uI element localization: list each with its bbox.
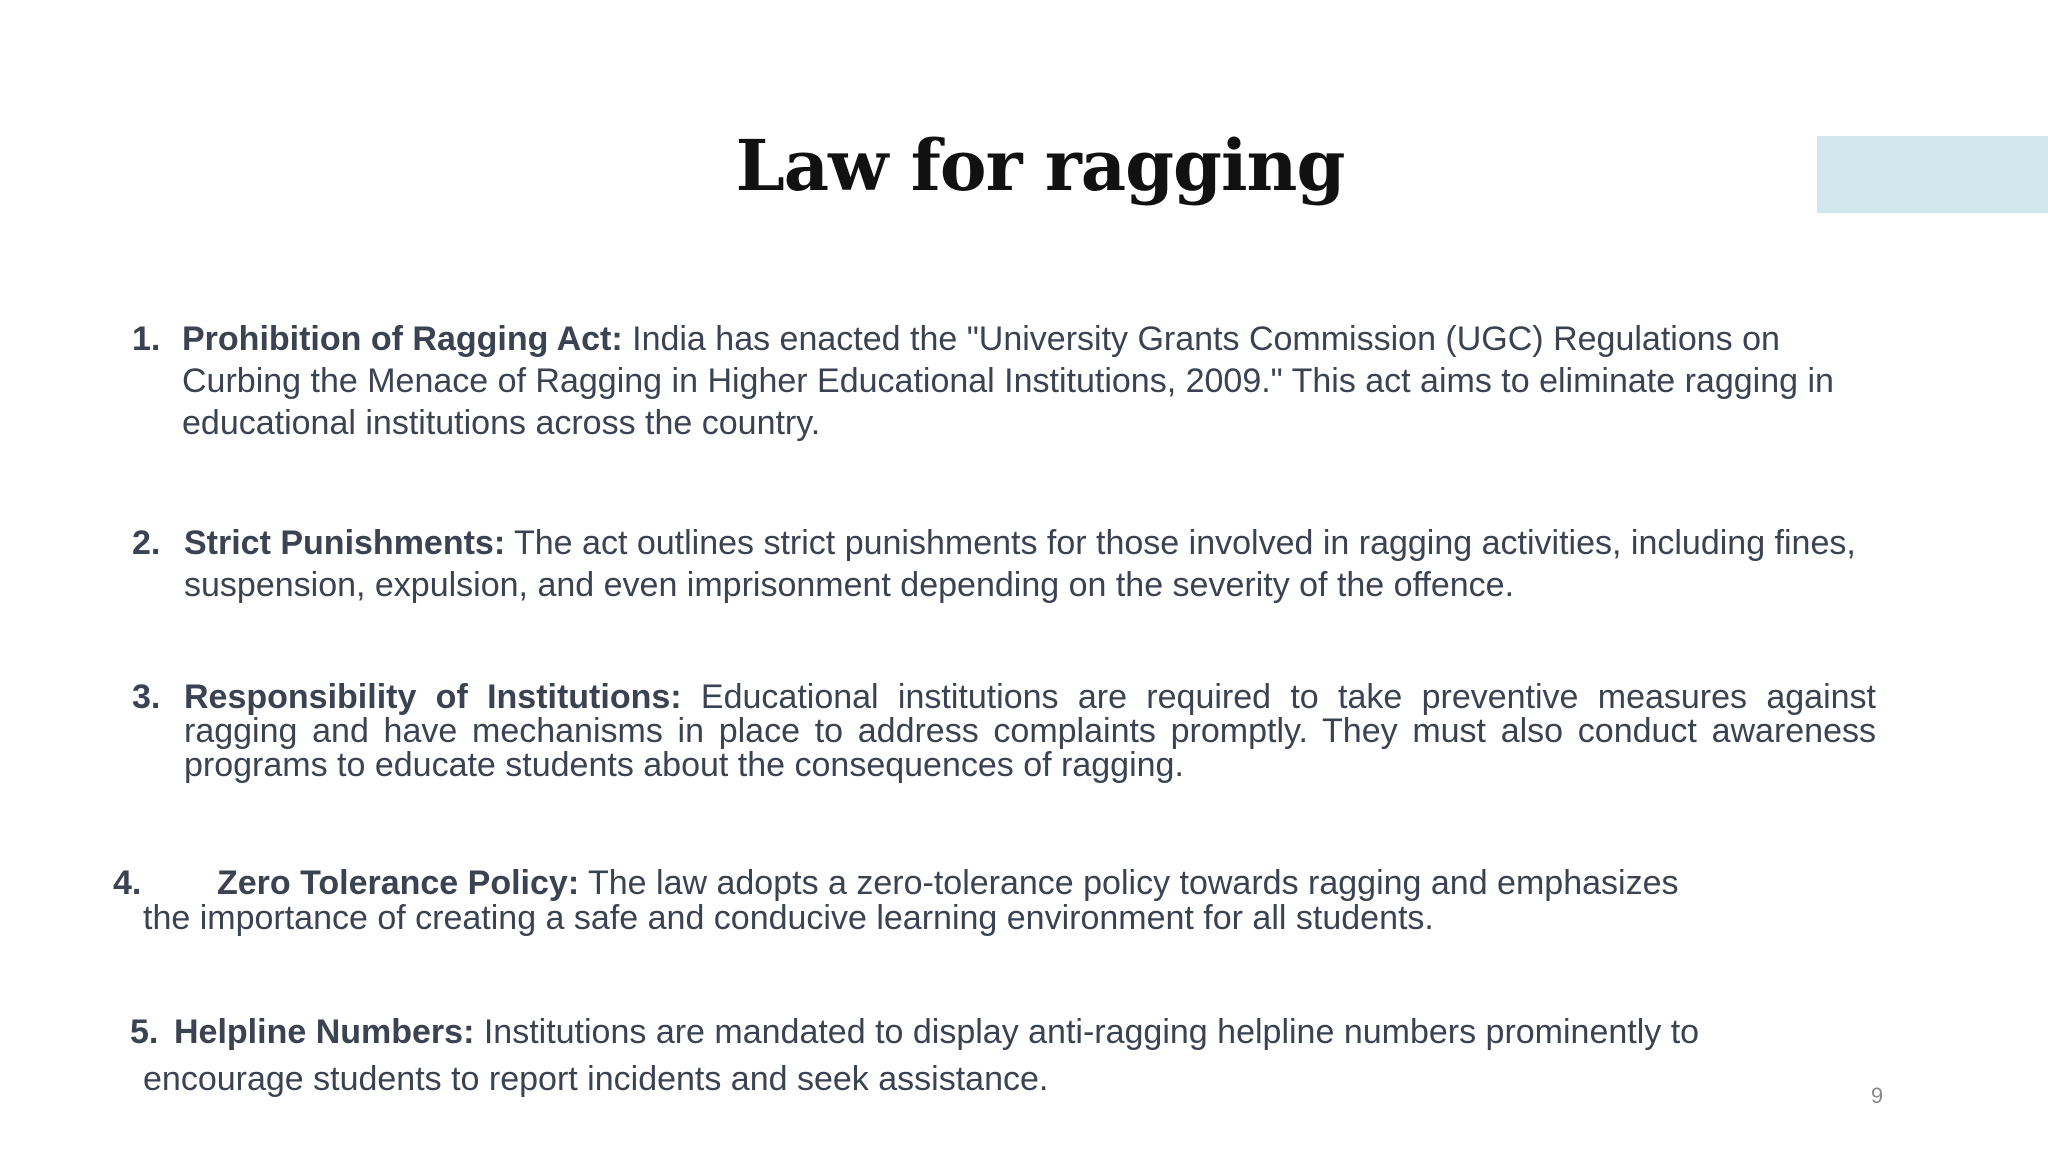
list-item-text: The act outlines strict punishments for those involved in ragging activities, including fines, suspension, expulsion, and even imprisonment depending on the severity of the offence. xyxy=(184,524,1856,604)
list-item-number: 2. xyxy=(132,524,161,562)
list-item-number: 4. xyxy=(113,864,142,902)
list-item-heading: Prohibition of Ragging Act: xyxy=(182,320,623,358)
list-item-body-line1 xyxy=(174,1012,1699,1052)
list-item-number: 1. xyxy=(132,320,161,358)
list-item-text: The law adopts a zero-tolerance policy towards ragging and emphasizes xyxy=(579,864,1679,902)
page-number: 9 xyxy=(1870,1083,1884,1108)
list-item-heading: Responsibility of Institutions: xyxy=(184,678,682,716)
list-item-body-line2: the importance of creating a safe and conducive learning environment for all students. xyxy=(143,899,1434,937)
list-item-number: 5. xyxy=(130,1013,159,1051)
list-item-text: Institutions are mandated to display anti-ragging helpline numbers prominently to xyxy=(474,1013,1700,1051)
list-item-body xyxy=(184,680,1876,782)
list-item-body xyxy=(184,522,1884,606)
list-item-body-line2: encourage students to report incidents and seek assistance. xyxy=(143,1060,1049,1098)
list-item-body xyxy=(182,318,1882,444)
slide-title: Law for ragging xyxy=(735,124,1345,207)
list-item-heading: Zero Tolerance Policy: xyxy=(217,864,580,902)
list-item-heading: Helpline Numbers: xyxy=(174,1013,475,1051)
list-item-body-line1 xyxy=(217,866,1678,901)
list-item-heading: Strict Punishments: xyxy=(184,524,506,562)
list-item-text: Educational institutions are required to take preventive measures against ragging and have mechanisms in place to address complaints promptly. They must also conduct awareness programs to educate students about the consequences of ragging. xyxy=(184,678,1876,784)
list-item-text: India has enacted the "University Grants Commission (UGC) Regulations on Curbing the Menace of Ragging in Higher Educational Institutions, 2009." This act aims to eliminate ragging in educational institutions across the country. xyxy=(182,320,1834,442)
list-item-number: 3. xyxy=(132,678,161,716)
